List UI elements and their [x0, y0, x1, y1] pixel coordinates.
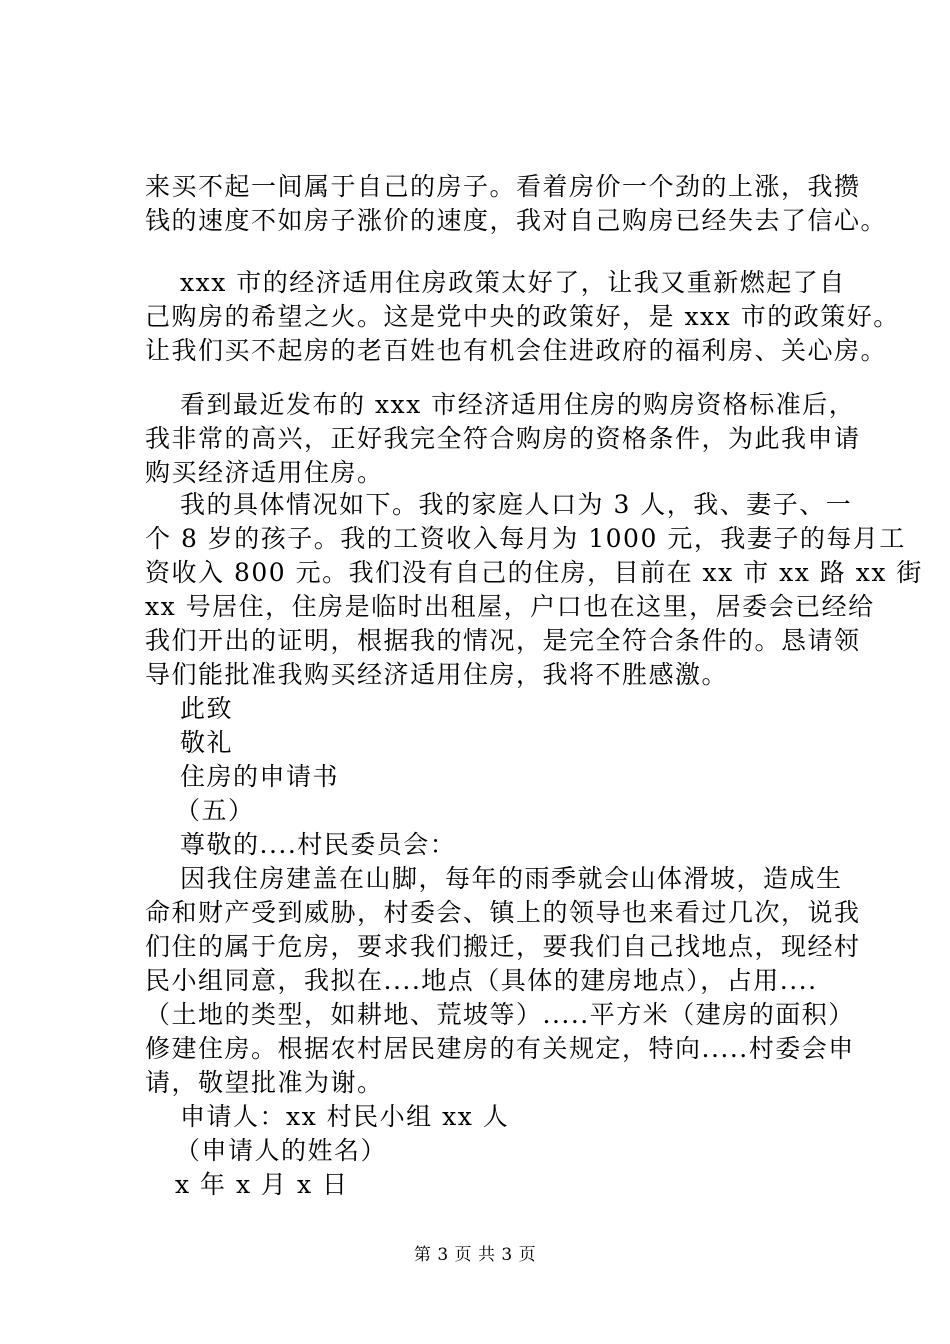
paragraph-line: 看到最近发布的 xxx 市经济适用住房的购房资格标准后， — [180, 390, 856, 419]
closing-line: 此致 — [180, 694, 234, 723]
paragraph-line: 我的具体情况如下。我的家庭人口为 3 人，我、妻子、一 — [180, 490, 853, 519]
date-line: x 年 x 月 x 日 — [175, 1170, 349, 1199]
paragraph-line: 我们开出的证明，根据我的情况，是完全符合条件的。恳请领 — [145, 626, 861, 655]
paragraph-line: 让我们买不起房的老百姓也有机会住进政府的福利房、关心房。 — [145, 336, 888, 365]
applicant-name-note: （申请人的姓名） — [175, 1136, 388, 1165]
closing-line: 敬礼 — [180, 728, 234, 757]
page-footer: 第 3 页 共 3 页 — [413, 1245, 537, 1265]
paragraph-line: 钱的速度不如房子涨价的速度，我对自己购房已经失去了信心。 — [145, 206, 888, 235]
section-title: 住房的申请书 — [180, 762, 340, 791]
paragraph-line: 修建住房。根据农村居民建房的有关规定，特向.....村委会申 — [145, 1034, 855, 1063]
paragraph-line: 们住的属于危房，要求我们搬迁，要我们自己找地点，现经村 — [145, 932, 861, 961]
paragraph-line: 因我住房建盖在山脚，每年的雨季就会山体滑坡，造成生 — [180, 864, 843, 893]
paragraph-line: 己购房的希望之火。这是党中央的政策好，是 xxx 市的政策好。 — [145, 302, 900, 331]
applicant-line: 申请人：xx 村民小组 xx 人 — [180, 1102, 510, 1131]
paragraph-line: xx 号居住，住房是临时出租屋，户口也在这里，居委会已经给 — [145, 592, 875, 621]
paragraph-line: 民小组同意，我拟在....地点（具体的建房地点），占用.... — [145, 966, 818, 995]
paragraph-line: 请，敬望批准为谢。 — [145, 1068, 384, 1097]
section-number: （五） — [175, 796, 255, 825]
paragraph-line: 来买不起一间属于自己的房子。看着房价一个劲的上涨，我攒 — [145, 172, 861, 201]
paragraph-line: 个 8 岁的孩子。我的工资收入每月为 1000 元，我妻子的每月工 — [145, 524, 906, 553]
paragraph-line: （土地的类型，如耕地、荒坡等）.....平方米（建房的面积） — [145, 1000, 855, 1029]
paragraph-line: 购买经济适用住房。 — [145, 458, 384, 487]
paragraph-line: 命和财产受到威胁，村委会、镇上的领导也来看过几次，说我 — [145, 898, 861, 927]
paragraph-line: 资收入 800 元。我们没有自己的住房，目前在 xx 市 xx 路 xx 街 — [145, 558, 923, 587]
paragraph-line: xxx 市的经济适用住房政策太好了，让我又重新燃起了自 — [180, 268, 846, 297]
paragraph-line: 我非常的高兴，正好我完全符合购房的资格条件，为此我申请 — [145, 424, 861, 453]
paragraph-line: 导们能批准我购买经济适用住房，我将不胜感激。 — [145, 660, 729, 689]
salutation: 尊敬的....村民委员会： — [180, 830, 457, 859]
